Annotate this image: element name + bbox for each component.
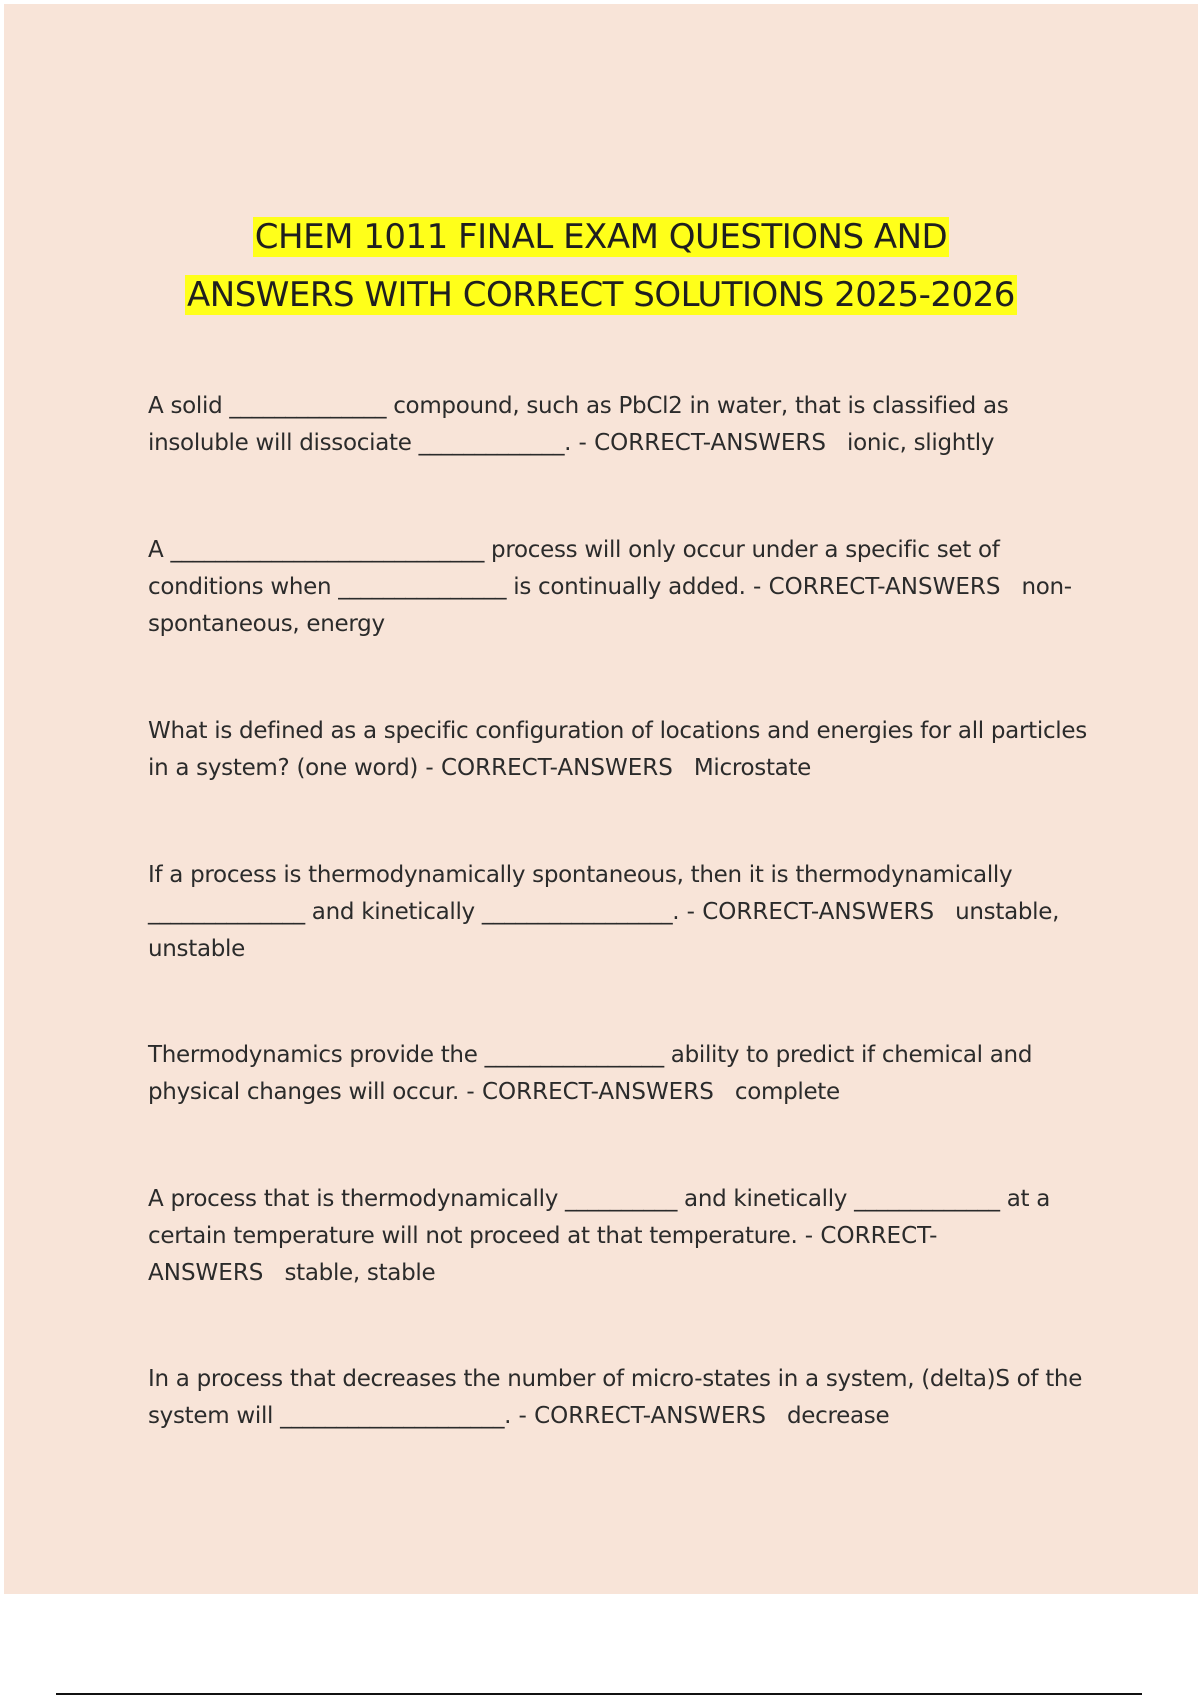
- title-line-1: CHEM 1011 FINAL EXAM QUESTIONS AND: [254, 217, 948, 257]
- answer-text: non-spontaneous, energy: [148, 574, 1072, 637]
- correct-answers-label: - CORRECT-ANSWERS: [679, 899, 935, 925]
- qa-item: [148, 713, 1098, 787]
- answer-text: unstable, unstable: [148, 899, 1067, 962]
- qa-item: [148, 857, 1098, 968]
- qa-item: [148, 1181, 1098, 1292]
- correct-answers-label: - CORRECT-ANSWERS: [459, 1079, 714, 1105]
- qa-item: [148, 1361, 1098, 1435]
- qa-item: [148, 388, 1098, 462]
- correct-answers-label: - CORRECT-ANSWERS: [418, 755, 673, 781]
- answer-text: ionic, slightly: [847, 430, 995, 456]
- correct-answers-label: - CORRECT-ANSWERS: [571, 430, 826, 456]
- correct-answers-label: - CORRECT-ANSWERS: [148, 1223, 938, 1286]
- question-text: A solid ______________ compound, such as PbCl2 in water, that is classified as insoluble will dissociate _____________.: [148, 393, 1009, 456]
- question-text: If a process is thermodynamically spontaneous, then it is thermodynamically ______________ and kinetically _________________.: [148, 862, 1013, 925]
- answer-text: Microstate: [693, 755, 812, 781]
- document-page: [4, 4, 1198, 1594]
- answer-text: stable, stable: [284, 1260, 436, 1286]
- title-line-2: ANSWERS WITH CORRECT SOLUTIONS 2025-2026: [187, 275, 1015, 315]
- correct-answers-label: - CORRECT-ANSWERS: [511, 1403, 766, 1429]
- document-title: [4, 208, 1198, 324]
- answer-text: decrease: [786, 1403, 890, 1429]
- question-text: Thermodynamics provide the ________________ ability to predict if chemical and physical changes will occur.: [148, 1042, 1033, 1105]
- question-text: In a process that decreases the number of micro-states in a system, (delta)S of the system will ____________________.: [148, 1366, 1083, 1429]
- answer-text: complete: [734, 1079, 840, 1105]
- qa-item: [148, 532, 1098, 643]
- question-text: What is defined as a specific configuration of locations and energies for all particles in a system? (one word): [148, 718, 1087, 781]
- question-text: A process that is thermodynamically __________ and kinetically _____________ at a certain temperature will not proceed at that temperature.: [148, 1186, 1051, 1249]
- question-text: A ____________________________ process will only occur under a specific set of conditions when _______________ is continually added.: [148, 537, 1000, 600]
- footer-divider: [56, 1693, 1142, 1695]
- correct-answers-label: - CORRECT-ANSWERS: [745, 574, 1001, 600]
- qa-item: [148, 1037, 1098, 1111]
